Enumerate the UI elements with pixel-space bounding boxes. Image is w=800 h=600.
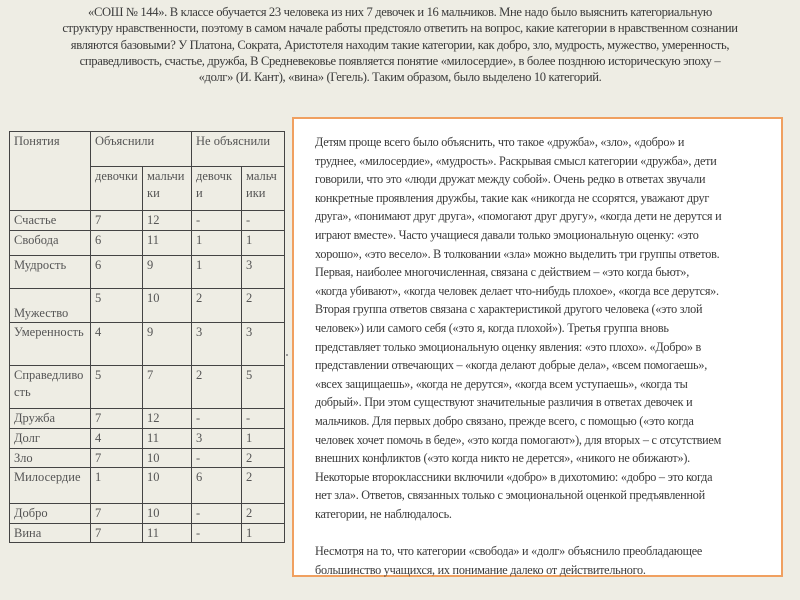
analysis-line: говорили, что это «люди дружат между собой». Очень редко в ответах звучали [315, 172, 706, 187]
intro-line: «долг» (И. Кант), «вина» (Гегель). Таким образом, было выделено 10 категорий. [198, 70, 602, 85]
analysis-line: «когда убивают», «когда человек делает что-нибудь плохое», «когда все дерутся». [315, 283, 719, 298]
table-row [10, 524, 285, 543]
row-value: 12 [143, 409, 192, 429]
analysis-line: Несмотря на то, что категории «свобода» и «долг» объяснило преобладающее [315, 544, 703, 559]
row-value: 10 [143, 449, 192, 468]
row-value: 5 [91, 289, 143, 323]
row-value: 5 [242, 366, 285, 409]
header-concept: Понятия [10, 132, 91, 211]
analysis-line: нет зла». Ответов, связанных только с эмоциональной оценкой предъявленной [315, 488, 705, 503]
row-value: 6 [91, 231, 143, 256]
row-value: 9 [143, 256, 192, 289]
subheader-girls: девочки [192, 167, 242, 211]
analysis-line: Первая, наиболее многочисленная, связана с действием – «это когда бьют», [315, 265, 690, 280]
row-value: 2 [242, 289, 285, 323]
table-row [10, 366, 285, 409]
subheader-boys: мальчики [143, 167, 192, 211]
table-row [10, 409, 285, 429]
row-value: 2 [242, 468, 285, 504]
row-value: 3 [192, 429, 242, 449]
row-value: 7 [143, 366, 192, 409]
table-row [10, 468, 285, 504]
row-value: 11 [143, 429, 192, 449]
row-value: 5 [91, 366, 143, 409]
row-value: 6 [91, 256, 143, 289]
row-value: 10 [143, 504, 192, 524]
analysis-line: Вторая группа ответов связана с характеристикой другого человека («это злой [315, 302, 703, 317]
row-value: 12 [143, 211, 192, 231]
table-row [10, 504, 285, 524]
row-value: 2 [192, 366, 242, 409]
row-value: 3 [242, 323, 285, 366]
row-value: 7 [91, 211, 143, 231]
row-value: - [242, 409, 285, 429]
stray-dot [286, 354, 288, 356]
row-value: 11 [143, 524, 192, 543]
row-concept: Мужество [10, 289, 91, 323]
table-row [10, 211, 285, 231]
row-value: - [192, 504, 242, 524]
row-value: - [192, 449, 242, 468]
row-concept: Свобода [10, 231, 91, 256]
analysis-line: категории, не наблюдалось. [315, 506, 452, 521]
header-not-explained: Не объяснили [192, 132, 285, 167]
row-value: 11 [143, 231, 192, 256]
analysis-line: хорошо», «это весело». В толковании «зла» можно выделить три группы ответов. [315, 246, 720, 261]
row-value: 2 [242, 504, 285, 524]
table-row [10, 323, 285, 366]
row-value: 1 [242, 524, 285, 543]
row-concept: Мудрость [10, 256, 91, 289]
table-row [10, 429, 285, 449]
analysis-line: «всех защищаешь», «когда не дерутся», «когда всем уступаешь», «когда ты [315, 376, 688, 391]
analysis-line: внешних конфликтов («это когда никто не дерется», «никого не обижают»). [315, 451, 690, 466]
row-value: 1 [91, 468, 143, 504]
row-value: 1 [192, 231, 242, 256]
row-value: 4 [91, 429, 143, 449]
row-value: 7 [91, 504, 143, 524]
row-value: 10 [143, 468, 192, 504]
table-row [10, 289, 285, 323]
analysis-line: друга», «понимают друг друга», «помогают друг другу», «когда дети не дерутся и [315, 209, 722, 224]
row-value: 1 [242, 231, 285, 256]
row-value: 9 [143, 323, 192, 366]
table-row [10, 256, 285, 289]
analysis-line: играют вместе». Часто учащиеся давали только эмоциональную оценку: «это [315, 227, 699, 242]
subheader-boys: мальчики [242, 167, 285, 211]
row-concept: Вина [10, 524, 91, 543]
intro-line: «СОШ № 144». В классе обучается 23 человека из них 7 девочек и 16 мальчиков. Мне надо было выяснить категориальную [88, 5, 712, 19]
analysis-line: человек хочет помочь в беде», «это когда помогают»), для вторых – с отсутствием [315, 432, 722, 447]
analysis-line: человек») или самого себя («это я, когда плохой»). Третья группа вновь [315, 320, 669, 335]
row-value: 2 [242, 449, 285, 468]
row-concept: Счастье [10, 211, 91, 231]
intro-line: структуру нравственности, поэтому в самом начале работы предстояло ответить на вопрос, какие категории в нравственном сознании [62, 21, 738, 36]
intro-line: являются базовыми? У Платона, Сократа, Аристотеля находим такие категории, как добро, зло, мудрость, мужество, умеренность, [70, 37, 730, 52]
row-value: 7 [91, 524, 143, 543]
analysis-line: труднее, «милосердие», «мудрость». Раскрывая смысл категории «дружба», дети [315, 153, 717, 168]
analysis-text [315, 133, 721, 579]
analysis-line: Некоторые второклассники включили «добро» в дихотомию: «добро – это когда [315, 469, 713, 484]
row-concept: Справедливость [10, 366, 91, 409]
table-row [10, 449, 285, 468]
analysis-line: представляет только эмоциональную оценку явления: «это плохо». «Добро» в [315, 339, 702, 354]
row-value: 1 [192, 256, 242, 289]
row-concept: Дружба [10, 409, 91, 429]
row-value: 2 [192, 289, 242, 323]
row-concept: Милосердие [10, 468, 91, 504]
subheader-girls: девочки [91, 167, 143, 211]
row-concept: Зло [10, 449, 91, 468]
intro-line: справедливость, счастье, дружба, В Средневековье появляется понятие «милосердие», в более позднюю историческую эпоху – [79, 53, 721, 68]
row-value: 3 [242, 256, 285, 289]
row-value: - [192, 211, 242, 231]
row-value: 1 [242, 429, 285, 449]
table-row [10, 231, 285, 256]
analysis-box [292, 117, 783, 577]
analysis-line: конкретные проявления дружбы, такие как «никогда не ссорятся, уважают друг [315, 190, 710, 205]
row-concept: Умеренность [10, 323, 91, 366]
intro-text [10, 4, 790, 85]
categories-table [9, 131, 285, 543]
row-concept: Долг [10, 429, 91, 449]
row-value: 7 [91, 449, 143, 468]
row-value: - [192, 409, 242, 429]
row-value: 7 [91, 409, 143, 429]
row-concept: Добро [10, 504, 91, 524]
row-value: - [242, 211, 285, 231]
row-value: - [192, 524, 242, 543]
row-value: 6 [192, 468, 242, 504]
header-explained: Объяснили [91, 132, 192, 167]
analysis-line: представлении отвечающих – «когда делают добрые дела», «всем помогаешь», [315, 358, 708, 373]
row-value: 3 [192, 323, 242, 366]
analysis-line: Детям проще всего было объяснить, что такое «дружба», «зло», «добро» и [315, 135, 685, 149]
analysis-line: большинство учащихся, их понимание далеко от действительного. [315, 562, 646, 577]
analysis-line: добрый». При этом существуют значительные различия в ответах девочек и [315, 395, 693, 410]
analysis-line: мальчиков. Для первых добро связано, прежде всего, с помощью («это когда [315, 413, 694, 428]
row-value: 4 [91, 323, 143, 366]
row-value: 10 [143, 289, 192, 323]
